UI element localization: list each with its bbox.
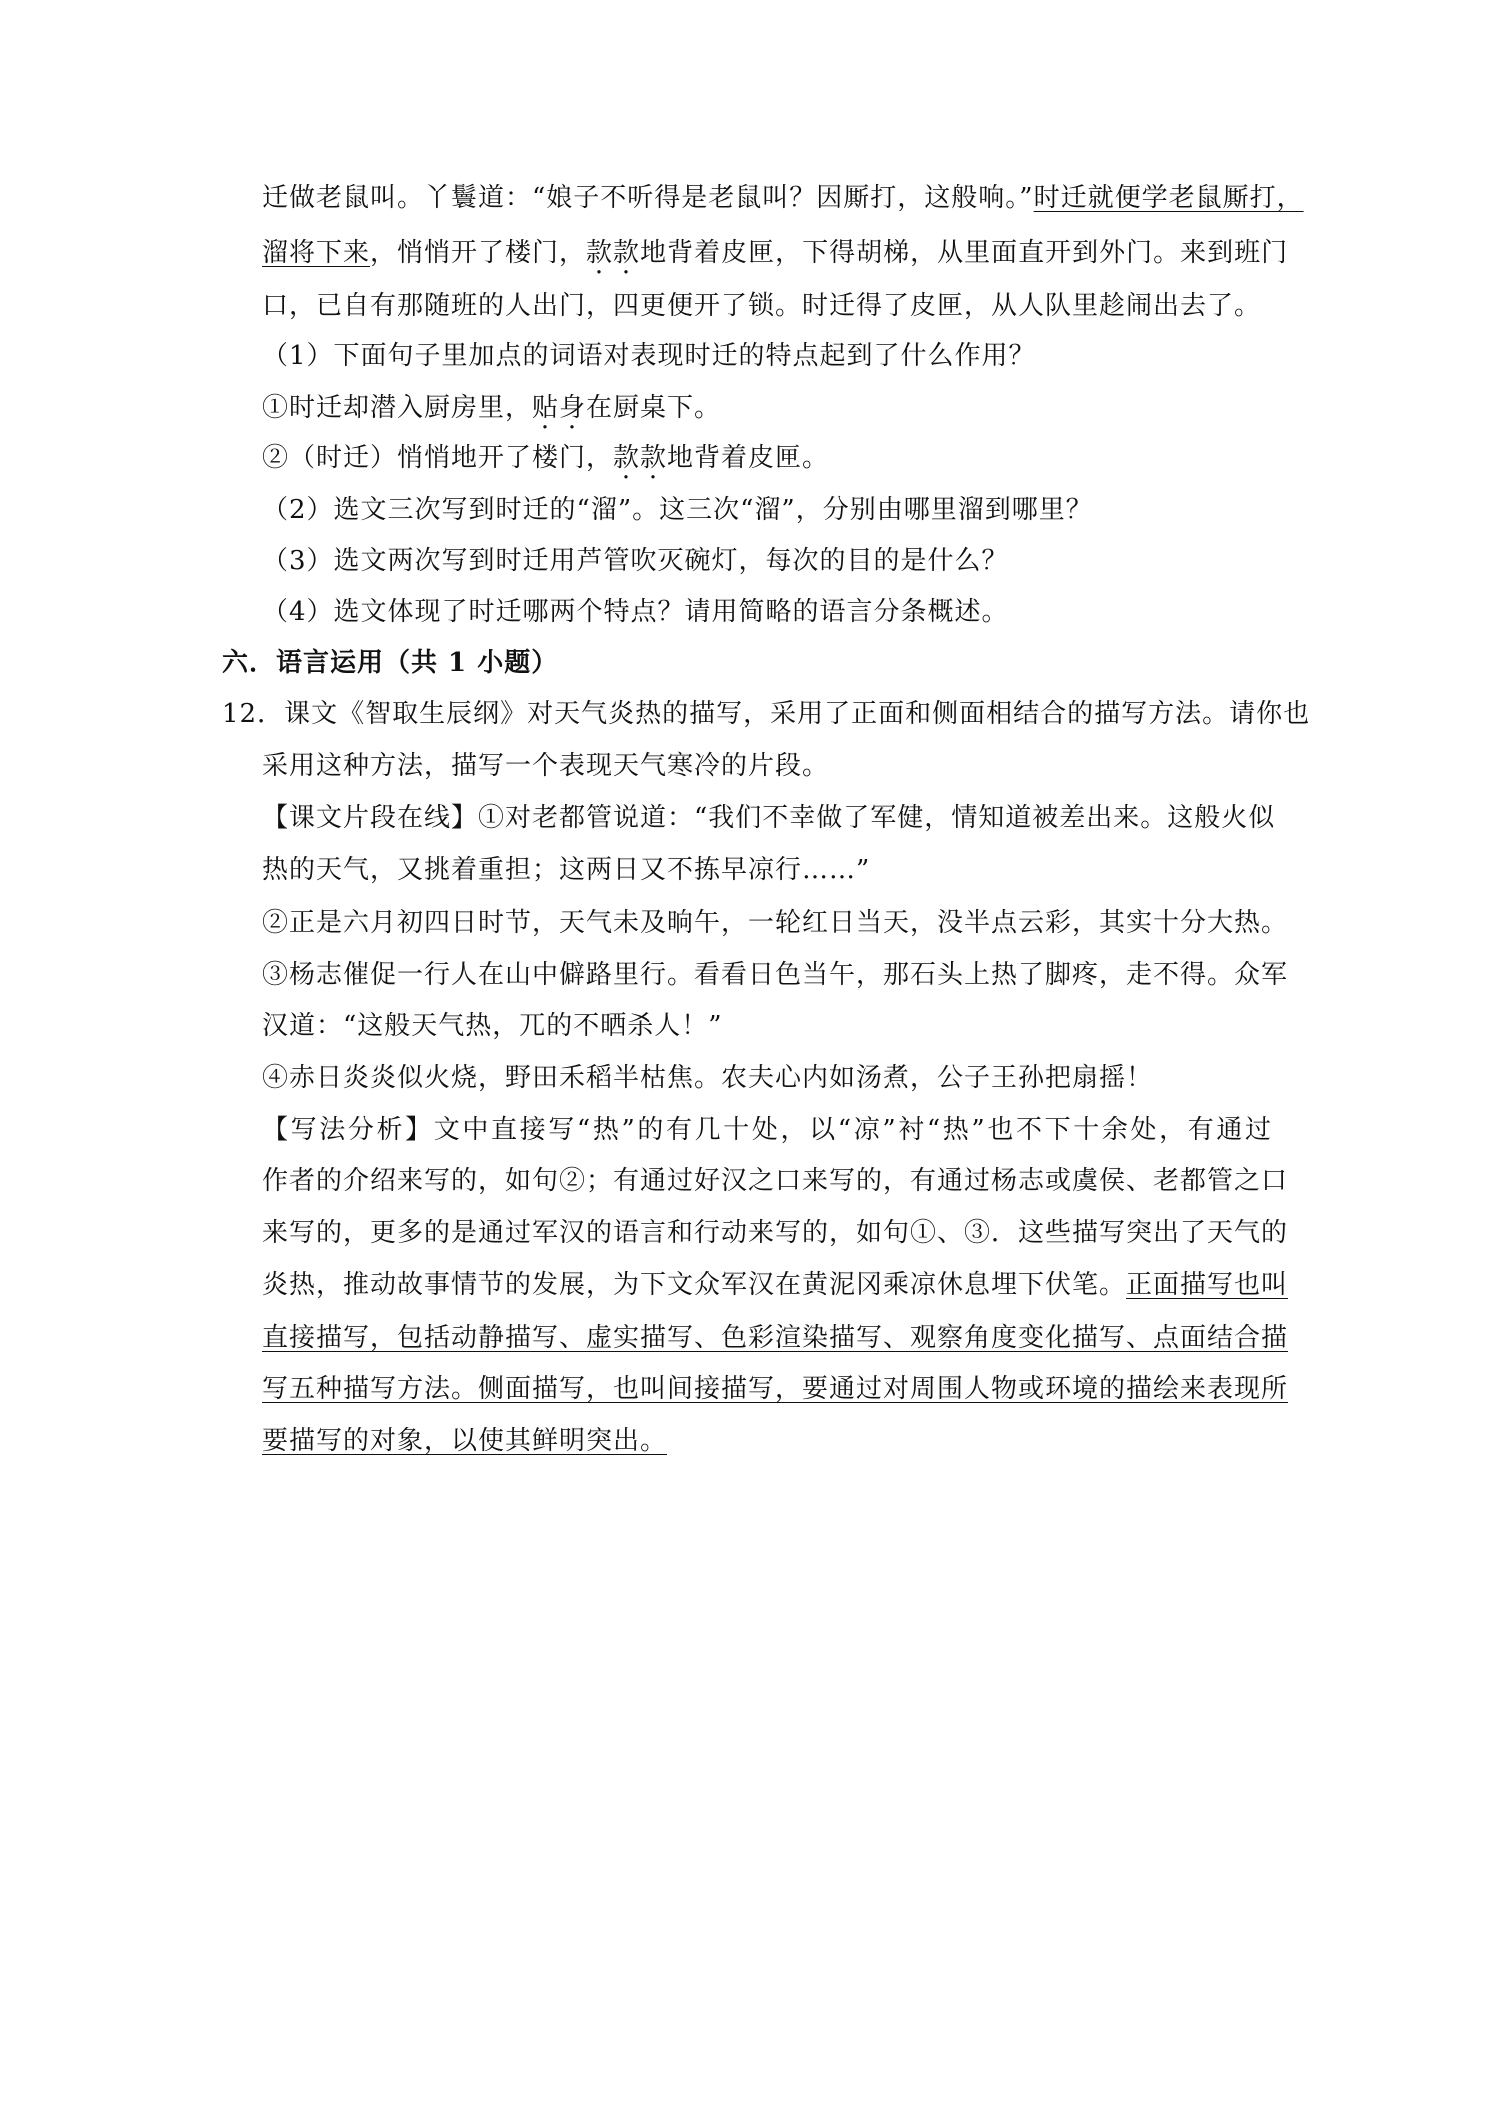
question-text: ①时迁却潜入厨房里， xyxy=(262,393,533,423)
q12-line-2: 采用这种方法，描写一个表现天气寒冷的片段。 xyxy=(262,751,830,781)
question-4: （4）选文体现了时迁哪两个特点？请用简略的语言分条概述。 xyxy=(262,597,1009,627)
emphasis-dot-char: 款 xyxy=(586,238,614,268)
emphasis-dot-char: 款 xyxy=(640,443,668,473)
underlined-text: 正面描写也叫 xyxy=(1126,1270,1289,1300)
emphasis-dot-char: 款 xyxy=(613,443,641,473)
question-1-item-a xyxy=(262,390,721,426)
passage-text: 地背着皮匣，下得胡梯，从里面直开到外门。来到班门 xyxy=(640,238,1289,268)
q12-line-11: 来写的，更多的是通过军汉的语言和行动来写的，如句①、③．这些描写突出了天气的 xyxy=(262,1218,1289,1248)
question-3: （3）选文两次写到时迁用芦管吹灭碗灯，每次的目的是什么？ xyxy=(262,546,1009,576)
question-1-item-b xyxy=(262,440,829,476)
passage-line-3: 口，已自有那随班的人出门，四更便开了锁。时迁得了皮匣，从人队里趁闹出去了。 xyxy=(262,291,1262,321)
passage-line-2 xyxy=(262,235,1289,271)
emphasis-dot-char: 身 xyxy=(559,393,587,423)
question-text: ②（时迁）悄悄地开了楼门， xyxy=(262,443,614,473)
passage-text: 迁做老鼠叫。丫鬟道：“娘子不听得是老鼠叫？因厮打，这般响。” xyxy=(262,183,1034,213)
analysis-text: 炎热，推动故事情节的发展，为下文众军汉在黄泥冈乘凉休息埋下伏笔。 xyxy=(262,1270,1127,1300)
q12-line-9: 【写法分析】文中直接写“热”的有几十处，以“凉”衬“热”也不下十余处，有通过 xyxy=(262,1115,1272,1145)
q12-line-14: 写五种描写方法。侧面描写，也叫间接描写，要通过对周围人物或环境的描绘来表现所 xyxy=(262,1374,1289,1404)
q12-line-8: ④赤日炎炎似火烧，野田禾稻半枯焦。农夫心内如汤煮，公子王孙把扇摇！ xyxy=(262,1063,1154,1093)
underlined-text: 溜将下来 xyxy=(262,238,371,268)
passage-line-1 xyxy=(262,180,1304,216)
emphasis-dot-char: 贴 xyxy=(532,393,560,423)
q12-line-3: 【课文片段在线】①对老都管说道：“我们不幸做了军健，情知道被差出来。这般火似 xyxy=(262,803,1276,833)
passage-text: ，悄悄开了楼门， xyxy=(370,238,587,268)
q12-line-7: 汉道：“这般天气热，兀的不晒杀人！” xyxy=(262,1011,723,1041)
q12-line-10: 作者的介绍来写的，如句②；有通过好汉之口来写的，有通过杨志或虞侯、老都管之口 xyxy=(262,1166,1289,1196)
question-1: （1）下面句子里加点的词语对表现时迁的特点起到了什么作用？ xyxy=(262,341,1036,371)
question-text: 在厨桌下。 xyxy=(586,393,722,423)
q12-line-5: ②正是六月初四日时节，天气未及晌午，一轮红日当天，没半点云彩，其实十分大热。 xyxy=(262,908,1289,938)
underlined-text: 时迁就便学老鼠厮打， xyxy=(1033,183,1304,213)
q12-line-12 xyxy=(262,1267,1289,1303)
emphasis-dot-char: 款 xyxy=(613,238,641,268)
q12-line-6: ③杨志催促一行人在山中僻路里行。看看日色当午，那石头上热了脚疼，走不得。众军 xyxy=(262,960,1289,990)
q12-line-1: 12．课文《智取生辰纲》对天气炎热的描写，采用了正面和侧面相结合的描写方法。请你也 xyxy=(222,699,1311,729)
section-heading: 六．语言运用（共 1 小题） xyxy=(222,648,559,678)
q12-line-4: 热的天气，又挑着重担；这两日又不拣早凉行……” xyxy=(262,855,871,885)
question-2: （2）选文三次写到时迁的“溜”。这三次“溜”，分别由哪里溜到哪里？ xyxy=(262,495,1093,525)
question-text: 地背着皮匣。 xyxy=(667,443,830,473)
q12-line-15: 要描写的对象，以使其鲜明突出。 xyxy=(262,1426,668,1456)
q12-line-13: 直接描写，包括动静描写、虚实描写、色彩渲染描写、观察角度变化描写、点面结合描 xyxy=(262,1323,1289,1353)
